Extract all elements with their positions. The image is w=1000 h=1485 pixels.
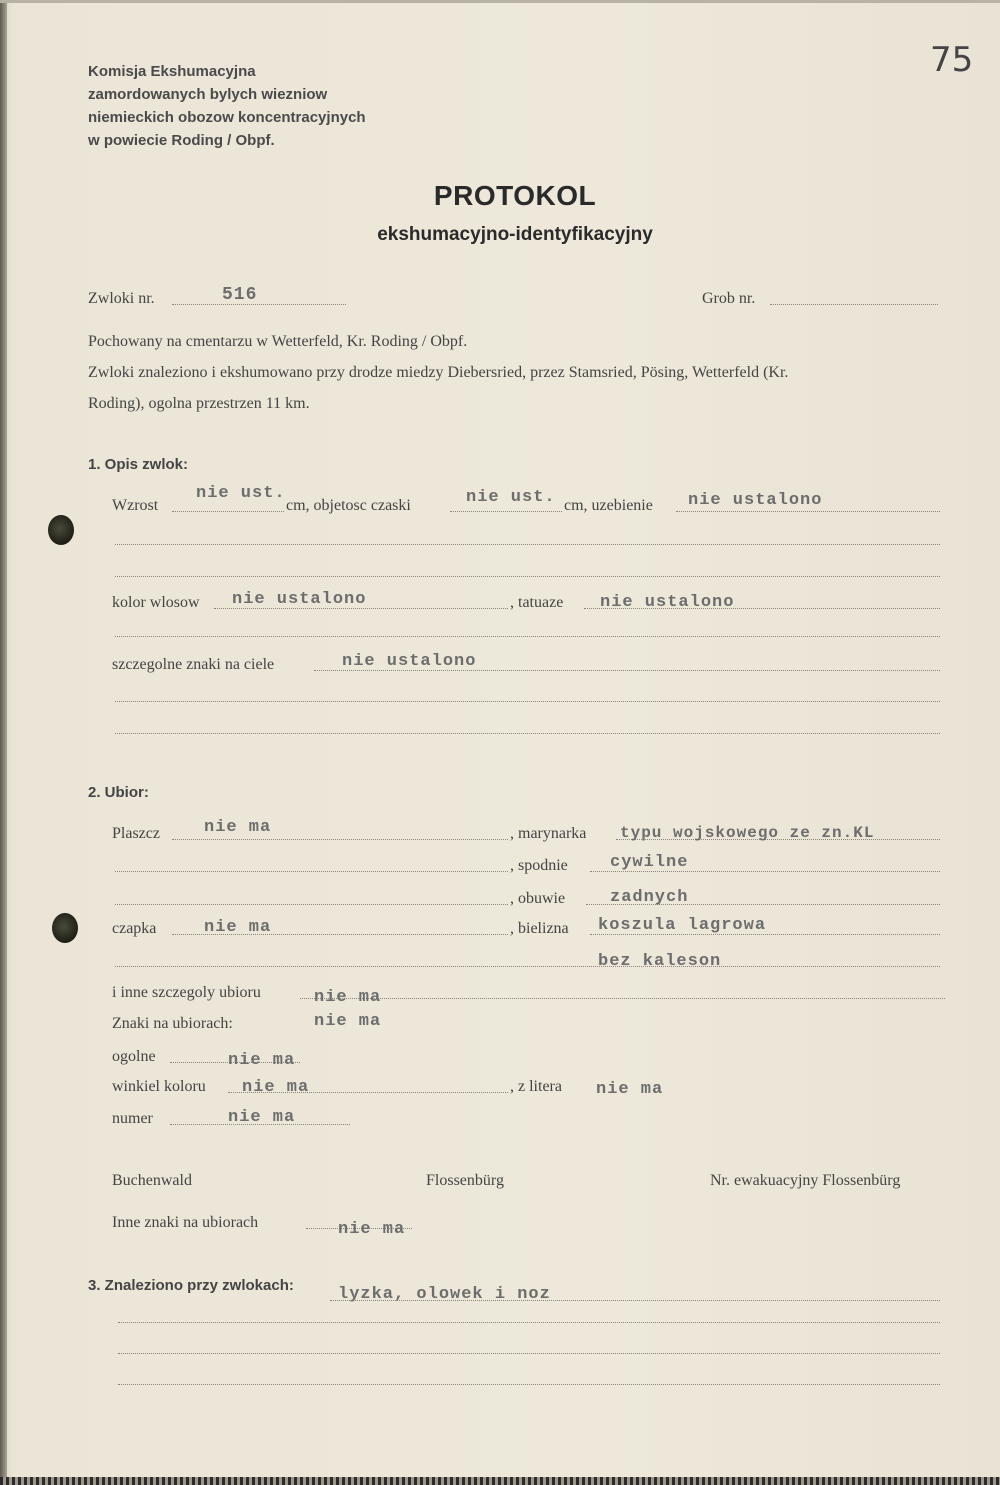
cm-objetosc-label: cm, objetosc czaski [286,497,411,514]
inne-znaki-label: Inne znaki na ubiorach [112,1214,259,1231]
inne-szczegoly-value: nie ma [314,988,382,1007]
flossenburg-label: Flossenbürg [426,1172,504,1189]
obuwie-value: zadnych [610,888,689,907]
cm-uzebienie-label: cm, uzebienie [564,497,653,514]
page-top-edge [0,0,1000,3]
znaleziono-line-1: Zwloki znaleziono i ekshumowano przy drodze miedzy Diebersried, przez Stamsried, Pösing, Wetterfeld (Kr. [88,364,789,381]
spodnie-value: cywilne [610,853,689,872]
inne-szczegoly-label: i inne szczegoly ubioru [112,984,261,1001]
blank-dotted-line [115,733,940,734]
z-litera-value: nie ma [596,1080,664,1099]
znaki-na-ubiorach-value: nie ma [314,1012,382,1031]
numer-label: numer [112,1110,153,1127]
ogolne-label: ogolne [112,1048,156,1065]
marynarka-value: typu wojskowego ze zn.KL [620,824,875,842]
plaszcz-label: Plaszcz [112,825,160,842]
header-line-3: niemieckich obozow koncentracyjnych [88,109,366,126]
inne-znaki-value: nie ma [338,1220,406,1239]
blank-dotted-line [115,871,508,872]
czaska-value: nie ust. [466,488,556,507]
szczegolne-znaki-value: nie ustalono [342,652,477,671]
spodnie-label: , spodnie [510,857,568,874]
blank-dotted-line [115,544,940,545]
znaleziono-line-2: Roding), ogolna przestrzen 11 km. [88,395,310,412]
winkiel-value: nie ma [242,1078,310,1097]
pochowany-text: Pochowany na cmentarzu w Wetterfeld, Kr. Roding / Obpf. [88,333,468,350]
uzebienie-value: nie ustalono [688,491,823,510]
winkiel-label: winkiel koloru [112,1078,206,1095]
blank-dotted-line [115,701,940,702]
section-1-heading: 1. Opis zwlok: [88,456,189,473]
page-left-edge [0,0,7,1485]
punch-hole [52,913,78,943]
page-number: 75 [930,40,974,80]
blank-dotted-line [118,1353,940,1354]
czapka-label: czapka [112,920,157,937]
blank-dotted-line [115,904,508,905]
blank-dotted-line [115,576,940,577]
tatuaze-value: nie ustalono [600,593,735,612]
bielizna-label: , bielizna [510,920,569,937]
czapka-value: nie ma [204,918,272,937]
page-bottom-edge [0,1477,1000,1485]
zwloki-label: Zwloki nr. [88,290,155,307]
zwloki-dotted-line [172,304,346,305]
bielizna-value-1: koszula lagrowa [598,916,767,935]
kolor-wlosow-label: kolor wlosow [112,594,200,611]
plaszcz-dotted-line [172,839,508,840]
kolor-wlosow-value: nie ustalono [232,590,367,609]
numer-value: nie ma [228,1108,296,1127]
blank-dotted-line [118,1322,940,1323]
plaszcz-value: nie ma [204,818,272,837]
header-line-1: Komisja Ekshumacyjna [88,63,256,80]
document-subtitle: ekshumacyjno-identyfikacyjny [377,224,653,245]
uzebienie-dotted-line [676,511,940,512]
grob-dotted-line [770,304,938,305]
buchenwald-label: Buchenwald [112,1172,192,1189]
tatuaze-label: , tatuaze [510,594,564,611]
bielizna-value-2: bez kaleson [598,952,722,971]
inne-dotted-line [300,998,945,999]
nr-ewakuacyjny-label: Nr. ewakuacyjny Flossenbürg [710,1172,901,1189]
header-line-4: w powiecie Roding / Obpf. [88,132,275,149]
wzrost-dotted-line [172,511,284,512]
grob-label: Grob nr. [702,290,756,307]
znaki-na-ubiorach-label: Znaki na ubiorach: [112,1015,233,1032]
punch-hole [48,515,74,545]
znaleziono-przy-zwlokach-value: lyzka, olowek i noz [338,1285,551,1304]
ogolne-value: nie ma [228,1051,296,1070]
wzrost-value: nie ust. [196,484,286,503]
blank-dotted-line [115,636,940,637]
document-title: PROTOKOL [433,180,597,211]
znaleziono-dotted-line [330,1300,940,1301]
zwloki-value: 516 [222,285,258,305]
header-line-2: zamordowanych bylych wiezniow [88,86,328,103]
czaska-dotted-line [450,511,562,512]
wzrost-label: Wzrost [112,497,159,514]
z-litera-label: , z litera [510,1078,562,1095]
section-2-heading: 2. Ubior: [88,784,149,801]
blank-dotted-line [118,1384,940,1385]
obuwie-label: , obuwie [510,890,566,907]
marynarka-label: , marynarka [510,825,587,842]
blank-dotted-line [115,966,940,967]
szczegolne-znaki-label: szczegolne znaki na ciele [112,656,275,673]
section-3-heading: 3. Znaleziono przy zwlokach: [88,1277,294,1294]
